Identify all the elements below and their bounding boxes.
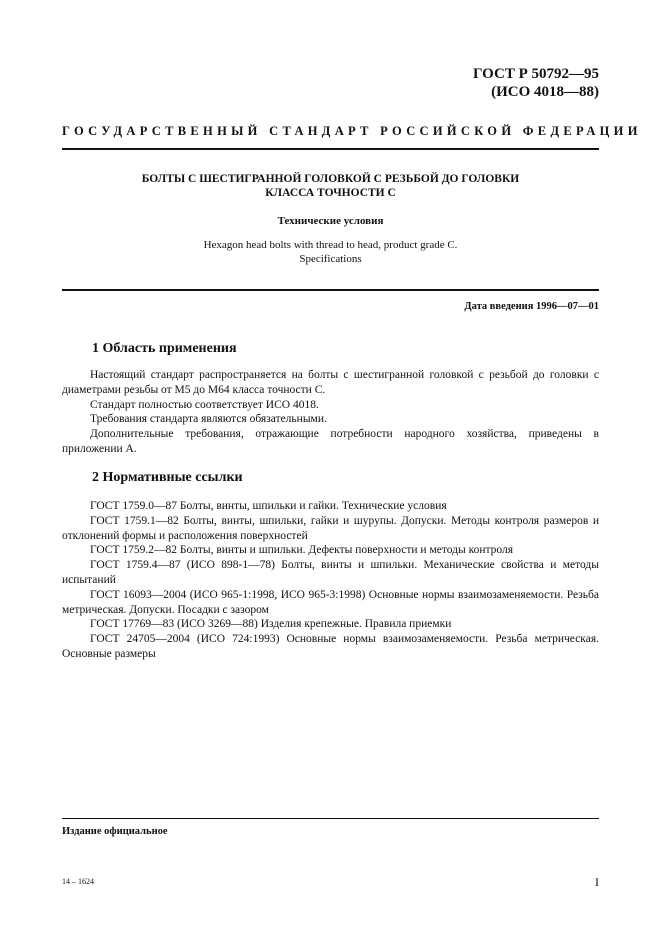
reference-item: ГОСТ 1759.1—82 Болты, винты, шпильки, гайки и шурупы. Допуски. Методы контроля размеров и отклонений формы и расположения поверхностей (62, 514, 599, 542)
reference-item: ГОСТ 24705—2004 (ИСО 724:1993) Основные нормы взаимозаменяемости. Резьба метрическая. Основные размеры (62, 633, 599, 660)
state-standard-banner: ГОСУДАРСТВЕННЫЙ СТАНДАРТ РОССИЙСКОЙ ФЕДЕРАЦИИ (62, 124, 642, 138)
page-number: I (595, 875, 599, 889)
reference-item: ГОСТ 1759.0—87 Болты, винты, шпильки и гайки. Технические условия (90, 500, 447, 512)
paragraph: Настоящий стандарт распространяется на болты с шестигранной головкой с резьбой до головки с диаметрами резьбы от М5 до М64 класса точности С. (62, 369, 599, 396)
section-2-heading: 2 Нормативные ссылки (92, 470, 243, 485)
english-title-line-2: Specifications (299, 253, 362, 265)
print-code: 14 – 1624 (62, 877, 94, 886)
english-title (62, 238, 599, 266)
standard-code: ГОСТ Р 50792—95 (472, 66, 599, 82)
document-title (62, 172, 599, 200)
title-line-2: КЛАССА ТОЧНОСТИ С (265, 187, 396, 199)
header-divider (62, 148, 599, 150)
reference-item: ГОСТ 16093—2004 (ИСО 965-1:1998, ИСО 965-3:1998) Основные нормы взаимозаменяемости. Резьба метрическая. Допуски. Посадки с зазором (62, 588, 599, 616)
title-divider (62, 289, 599, 291)
section-1-heading: 1 Область применения (92, 341, 237, 356)
edition-label: Издание официальное (62, 826, 168, 837)
reference-item: ГОСТ 17769—83 (ИСО 3269—88) Изделия крепежные. Правила приемки (90, 618, 452, 631)
footer-divider (62, 818, 599, 819)
document-subtitle: Технические условия (277, 215, 384, 227)
paragraph: Стандарт полностью соответствует ИСО 4018. (90, 398, 319, 411)
title-line-1: БОЛТЫ С ШЕСТИГРАННОЙ ГОЛОВКОЙ С РЕЗЬБОЙ ДО ГОЛОВКИ (141, 173, 520, 185)
english-title-line-1: Hexagon head bolts with thread to head, product grade C. (203, 239, 458, 251)
section-1-body (62, 368, 599, 457)
paragraph: Дополнительные требования, отражающие потребности народного хозяйства, приведены в приложении А. (62, 428, 599, 455)
reference-item: ГОСТ 1759.4—87 (ИСО 898-1—78) Болты, винты и шпильки. Механические свойства и методы испытаний (62, 559, 599, 586)
reference-item: ГОСТ 1759.2—82 Болты, винты и шпильки. Дефекты поверхности и методы контроля (90, 544, 514, 557)
paragraph: Требования стандарта являются обязательными. (90, 413, 327, 426)
introduction-date: Дата введения 1996—07—01 (464, 301, 599, 312)
iso-code: (ИСО 4018—88) (491, 84, 599, 100)
section-2-body (62, 499, 599, 662)
